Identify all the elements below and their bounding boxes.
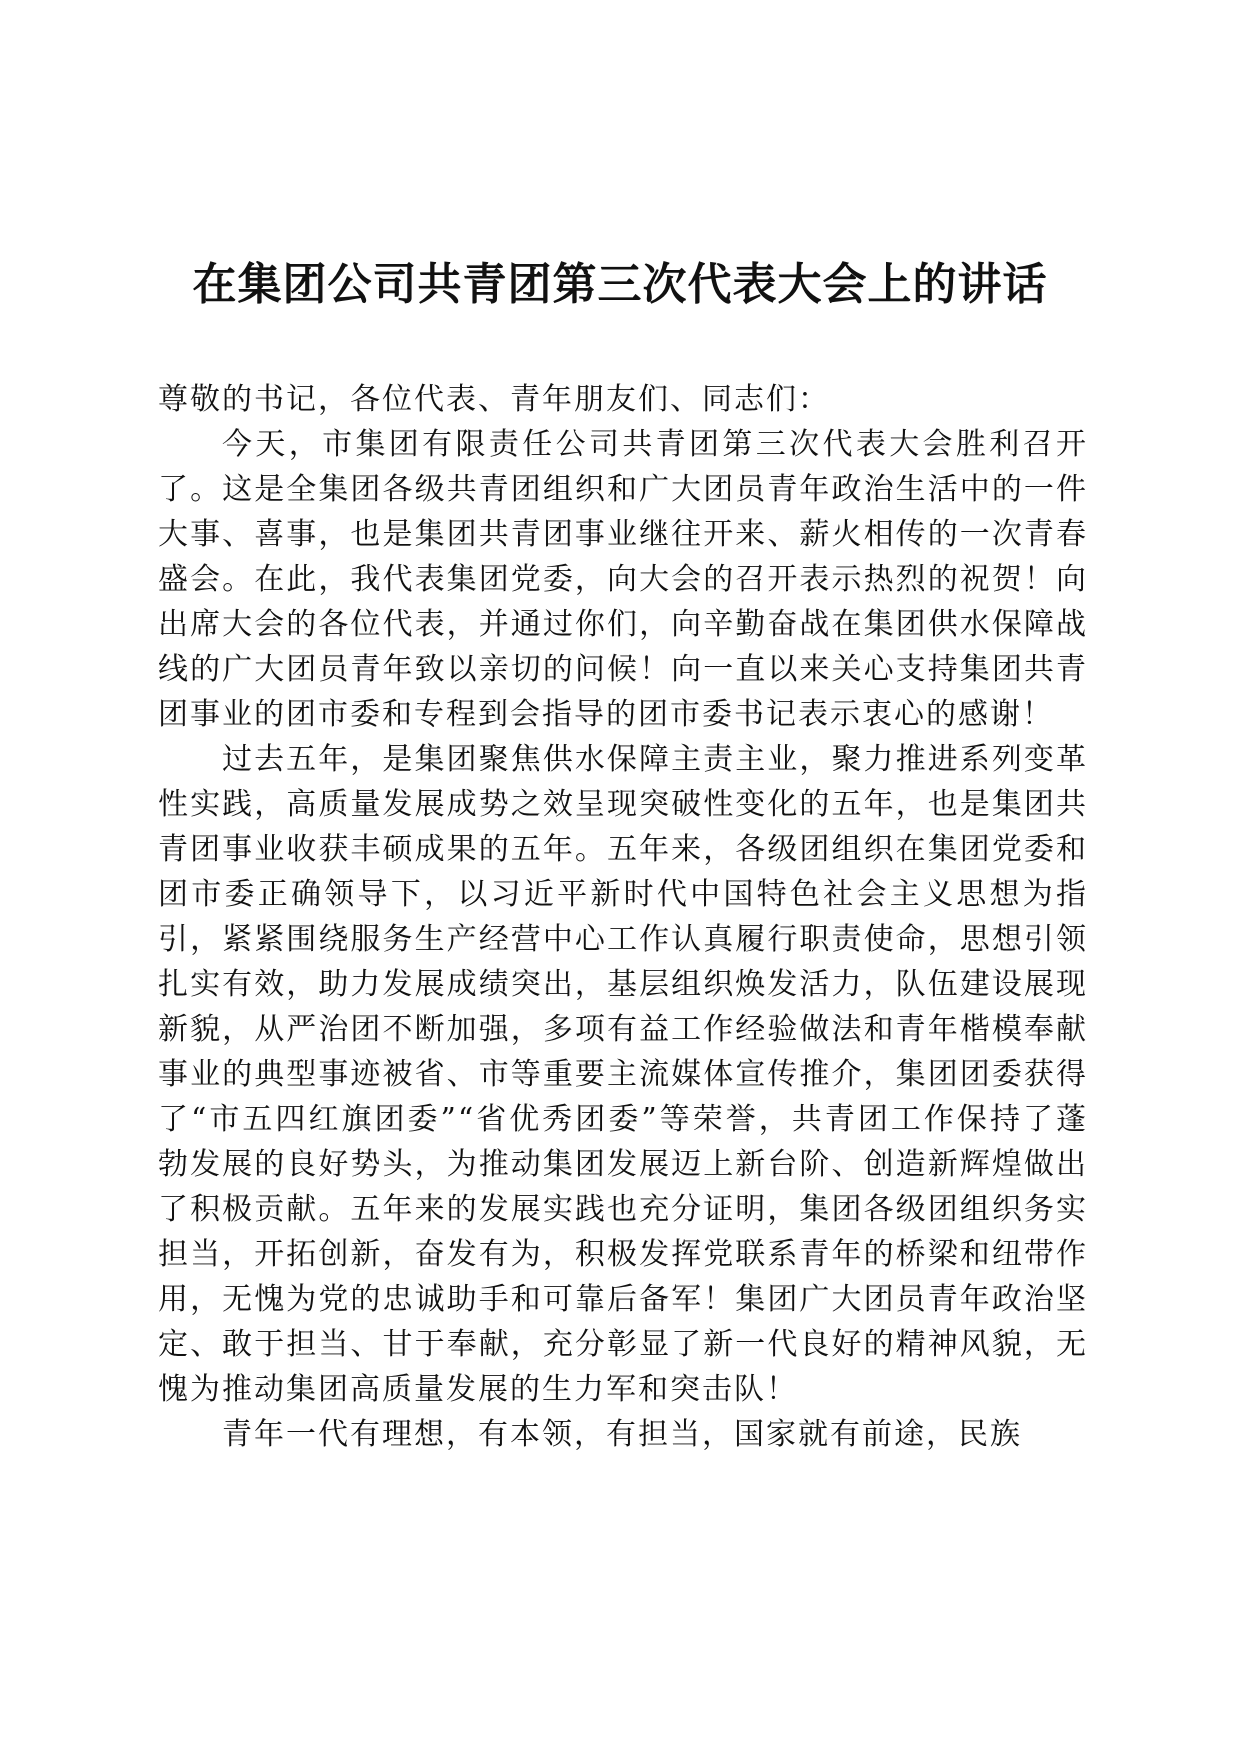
salutation: 尊敬的书记，各位代表、青年朋友们、同志们： (158, 382, 830, 417)
paragraph-youth-generation: 青年一代有理想，有本领，有担当，国家就有前途，民族 (222, 1417, 1022, 1452)
paragraph-opening: 今天，市集团有限责任公司共青团第三次代表大会胜利召开了。这是全集团各级共青团组织和广大团员青年政治生活中的一件大事、喜事，也是集团共青团事业继往开来、薪火相传的一次青春盛会。在此，我代表集团党委，向大会的召开表示热烈的祝贺！向出席大会的各位代表，并通过你们，向辛勤奋战在集团供水保障战线的广大团员青年致以亲切的问候！向一直以来关心支持集团共青团事业的团市委和专程到会指导的团市委书记表示衷心的感谢！ (158, 427, 1088, 732)
document-title: 在集团公司共青团第三次代表大会上的讲话 (192, 259, 1048, 310)
paragraph-past-five-years: 过去五年，是集团聚焦供水保障主责主业，聚力推进系列变革性实践，高质量发展成势之效呈现突破性变化的五年，也是集团共青团事业收获丰硕成果的五年。五年来，各级团组织在集团党委和团市委正确领导下，以习近平新时代中国特色社会主义思想为指引，紧紧围绕服务生产经营中心工作认真履行职责使命，思想引领扎实有效，助力发展成绩突出，基层组织焕发活力，队伍建设展现新貌，从严治团不断加强，多项有益工作经验做法和青年楷模奉献事业的典型事迹被省、市等重要主流媒体宣传推介，集团团委获得了“市五四红旗团委”“省优秀团委”等荣誉，共青团工作保持了蓬勃发展的良好势头，为推动集团发展迈上新台阶、创造新辉煌做出了积极贡献。五年来的发展实践也充分证明，集团各级团组织务实担当，开拓创新，奋发有为，积极发挥党联系青年的桥梁和纽带作用，无愧为党的忠诚助手和可靠后备军！集团广大团员青年政治坚定、敢于担当、甘于奉献，充分彰显了新一代良好的精神风貌，无愧为推动集团高质量发展的生力军和突击队！ (158, 742, 1088, 1407)
document-body (158, 377, 1088, 1457)
